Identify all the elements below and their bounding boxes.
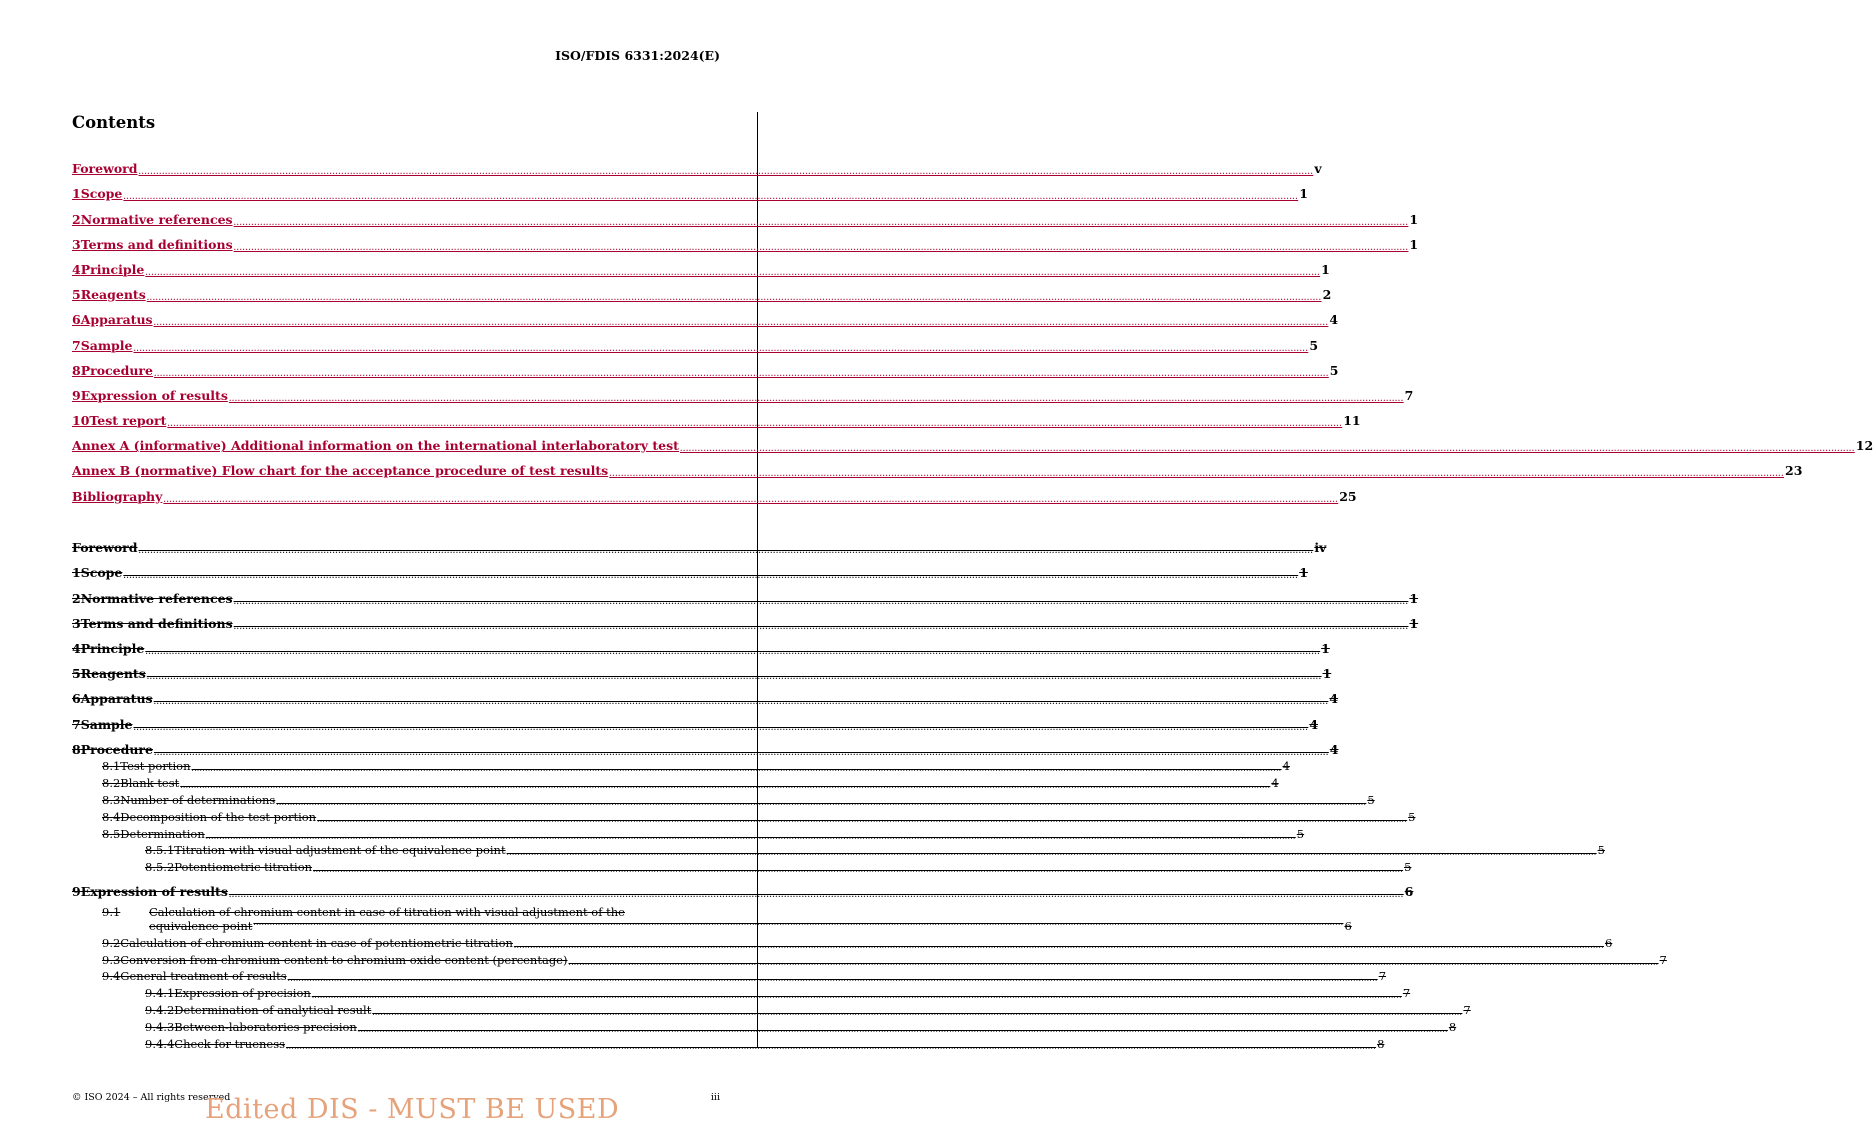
toc-entry[interactable]	[72, 732, 1339, 757]
toc-entry[interactable]	[72, 950, 1667, 967]
toc-entry-title[interactable]: Sample	[80, 716, 133, 732]
toc-entry[interactable]	[72, 201, 1419, 227]
toc-entry-title[interactable]: Between-laboratories precision	[174, 1019, 357, 1034]
toc-entry[interactable]	[72, 453, 1803, 479]
toc-entry-number: 3	[72, 615, 81, 631]
toc-entry-line	[102, 919, 1352, 934]
toc-entry-page: 4	[1329, 741, 1339, 757]
toc-entry-number: 5	[72, 666, 81, 682]
dot-leader: ................................................................................................................................................................................................................................................................................................................................................................................................................	[153, 747, 1329, 757]
toc-entry[interactable]	[72, 967, 1387, 984]
page-number: iii	[710, 1092, 720, 1103]
toc-entry-page: 5	[1296, 826, 1305, 841]
toc-entry-page: 7	[1404, 387, 1414, 403]
toc-entry-page: 7	[1659, 952, 1667, 967]
dot-leader: ................................................................................................................................................................................................................................................................................................................................................................................................................	[679, 444, 1855, 454]
toc-entry-title[interactable]: Blank test	[120, 776, 180, 791]
dot-leader: ................................................................................................................................................................................................................................................................................................................................................................................................................	[163, 494, 1339, 504]
toc-entry-page: 1	[1321, 640, 1330, 656]
toc-entry-number: 5	[72, 287, 81, 303]
dot-leader: ................................................................................................................................................................................................................................................................................................................................................................................................................	[123, 192, 1299, 202]
toc-entry[interactable]	[72, 428, 1873, 454]
toc-entry-page: 6	[1404, 884, 1414, 900]
toc-entry-page: 1	[1409, 590, 1419, 606]
toc-entry[interactable]	[72, 327, 1319, 353]
toc-entry-page: 4	[1329, 691, 1339, 707]
toc-entry-title[interactable]: Conversion from chromium content to chromium oxide content (percentage)	[120, 952, 568, 967]
toc-entry-number: 8.4	[102, 809, 121, 824]
toc-entry-page: 1	[1409, 236, 1419, 252]
toc-entry-title[interactable]: Principle	[80, 640, 145, 656]
toc-entry-page: 5	[1404, 860, 1412, 875]
dot-leader: ................................................................................................................................................................................................................................................................................................................................................................................................................	[506, 849, 1597, 858]
toc-entry-page: 5	[1367, 793, 1375, 808]
dot-leader: ................................................................................................................................................................................................................................................................................................................................................................................................................	[205, 832, 1296, 841]
toc-entry[interactable]	[72, 403, 1361, 429]
toc-entry[interactable]	[72, 353, 1339, 378]
dot-leader: ................................................................................................................................................................................................................................................................................................................................................................................................................	[276, 799, 1367, 808]
toc-entry[interactable]	[72, 631, 1330, 656]
toc-entry-number: 9.2	[102, 935, 121, 950]
toc-entry-title[interactable]: Test portion	[120, 759, 191, 774]
toc-entry-page: 12	[1855, 438, 1873, 454]
toc-entry[interactable]	[72, 227, 1419, 252]
dot-leader: ................................................................................................................................................................................................................................................................................................................................................................................................................	[286, 1042, 1377, 1051]
toc-entry-title[interactable]: Test report	[89, 413, 167, 429]
toc-entry-line	[102, 905, 722, 919]
toc-entry-page: 5	[1329, 362, 1339, 378]
toc-entry-page: 1	[1299, 565, 1308, 581]
toc-entry-number: 8.3	[102, 793, 121, 808]
toc-entry-title[interactable]: Procedure	[80, 741, 153, 757]
toc-entry-number: 8.2	[102, 776, 121, 791]
dot-leader: ................................................................................................................................................................................................................................................................................................................................................................................................................	[167, 419, 1343, 429]
toc-entry-number: 6	[72, 312, 81, 328]
toc-entry-title[interactable]: Foreword	[72, 540, 138, 556]
toc-entry-title[interactable]: Foreword	[72, 161, 138, 177]
toc-entry[interactable]	[72, 824, 1305, 841]
toc-entry-number: 2	[72, 211, 81, 227]
toc-entry-title[interactable]: Determination of analytical result	[174, 1003, 372, 1018]
dot-leader: ................................................................................................................................................................................................................................................................................................................................................................................................................	[311, 992, 1402, 1001]
toc-entry-page: 8	[1377, 1036, 1385, 1051]
toc-entry-number: 9.4.4	[145, 1036, 175, 1051]
toc-entry-number: 8	[72, 362, 81, 378]
toc-entry-title[interactable]: Expression of results	[80, 884, 228, 900]
toc-entry-title[interactable]: Number of determinations	[120, 793, 276, 808]
toc-entry-page: 23	[1785, 463, 1803, 479]
toc-entry[interactable]	[72, 1000, 1471, 1018]
toc-entry[interactable]	[72, 1034, 1385, 1051]
toc-entry[interactable]	[72, 773, 1279, 791]
dot-leader: ................................................................................................................................................................................................................................................................................................................................................................................................................	[253, 919, 1344, 928]
toc-entry-title[interactable]: Normative references	[80, 590, 233, 606]
toc-entry-number: 8	[72, 741, 81, 757]
toc-entry-title-continued[interactable]: equivalence point	[149, 919, 253, 934]
toc-entry-number: 8.1	[102, 759, 121, 774]
toc-entry-title[interactable]: Normative references	[80, 211, 233, 227]
toc-entry-page: 4	[1271, 776, 1279, 791]
toc-entry[interactable]	[72, 757, 1290, 774]
toc-entry-number: 9.4.2	[145, 1003, 175, 1018]
toc-entry-page: 5	[1408, 809, 1416, 824]
toc-entry-number: 3	[72, 236, 81, 252]
toc-entry-title[interactable]: Scope	[80, 565, 123, 581]
toc-entry[interactable]	[72, 1017, 1457, 1034]
toc-entry-page: 2	[1322, 287, 1332, 303]
toc-entry-title[interactable]: Reagents	[80, 666, 146, 682]
toc-entry-title[interactable]: Procedure	[80, 362, 153, 378]
dot-leader: ................................................................................................................................................................................................................................................................................................................................................................................................................	[568, 958, 1659, 967]
toc-entry[interactable]	[72, 841, 1605, 858]
toc-revised	[72, 151, 1873, 504]
toc-entry-title[interactable]: Bibliography	[72, 488, 163, 504]
dot-leader: ................................................................................................................................................................................................................................................................................................................................................................................................................	[146, 672, 1322, 682]
toc-entry[interactable]	[72, 681, 1339, 707]
toc-entry-number: 8.5.1	[145, 843, 175, 858]
toc-entry[interactable]	[72, 277, 1332, 303]
toc-entry-page: 11	[1343, 413, 1361, 429]
toc-entry-number: 4	[72, 640, 81, 656]
dot-leader: ................................................................................................................................................................................................................................................................................................................................................................................................................	[513, 941, 1604, 950]
dot-leader: ................................................................................................................................................................................................................................................................................................................................................................................................................	[228, 890, 1404, 900]
toc-entry-page: 7	[1402, 986, 1411, 1001]
toc-entry-page: v	[1314, 161, 1322, 177]
toc-entry-title[interactable]: Terms and definitions	[80, 236, 233, 252]
toc-entry[interactable]	[72, 857, 1412, 875]
toc-entry-title[interactable]: Principle	[80, 261, 145, 277]
toc-entry-title[interactable]: Calculation of chromium content in case of titration with visual adjustment of the	[149, 905, 625, 920]
toc-entry[interactable]	[72, 530, 1327, 556]
toc-entry[interactable]	[72, 899, 1352, 934]
toc-entry-page: 5	[1309, 337, 1319, 353]
toc-entry-number: 7	[72, 337, 81, 353]
toc-entry[interactable]	[72, 252, 1330, 277]
watermark: Edited DIS - MUST BE USED	[205, 1094, 620, 1125]
toc-entry-title[interactable]: Annex A (informative) Additional information on the international interlaboratory test	[72, 438, 679, 454]
page-title: Contents	[72, 113, 156, 132]
toc-entry-title[interactable]: General treatment of results	[120, 969, 287, 984]
dot-leader: ................................................................................................................................................................................................................................................................................................................................................................................................................	[138, 546, 1314, 556]
toc-entry[interactable]	[72, 656, 1332, 682]
toc-entry-page: 4	[1309, 716, 1319, 732]
dot-leader: ................................................................................................................................................................................................................................................................................................................................................................................................................	[233, 621, 1409, 631]
toc-entry-page: 8	[1448, 1019, 1457, 1034]
dot-leader: ................................................................................................................................................................................................................................................................................................................................................................................................................	[233, 242, 1409, 252]
toc-entry-title[interactable]: Expression of results	[80, 387, 228, 403]
copyright-notice: © ISO 2024 – All rights reserved	[72, 1092, 231, 1103]
dot-leader: ................................................................................................................................................................................................................................................................................................................................................................................................................	[233, 217, 1409, 227]
dot-leader: ................................................................................................................................................................................................................................................................................................................................................................................................................	[153, 318, 1329, 328]
toc-entry[interactable]	[72, 151, 1322, 177]
toc-entry[interactable]	[72, 807, 1416, 824]
toc-entry-title[interactable]: Check for trueness	[174, 1036, 286, 1051]
toc-entry[interactable]	[72, 606, 1419, 631]
toc-entry-title[interactable]: Expression of precision	[174, 986, 311, 1001]
toc-entry-page: 1	[1321, 261, 1330, 277]
toc-entry[interactable]	[72, 580, 1419, 606]
toc-entry-number: 9.4	[102, 969, 121, 984]
toc-entry[interactable]	[72, 555, 1308, 581]
toc-entry-title[interactable]: Potentiometric titration	[174, 860, 313, 875]
dot-leader: ................................................................................................................................................................................................................................................................................................................................................................................................................	[145, 646, 1321, 656]
toc-entry-number: 9	[72, 387, 81, 403]
toc-entry-title[interactable]: Apparatus	[80, 691, 153, 707]
toc-entry-page: 1	[1299, 186, 1308, 202]
toc-entry-number: 1	[72, 565, 81, 581]
toc-entry-page: 6	[1604, 935, 1613, 950]
dot-leader: ................................................................................................................................................................................................................................................................................................................................................................................................................	[313, 866, 1404, 875]
toc-entry-number: 6	[72, 691, 81, 707]
dot-leader: ................................................................................................................................................................................................................................................................................................................................................................................................................	[372, 1009, 1463, 1018]
toc-entry-number: 9.4.3	[145, 1019, 175, 1034]
dot-leader: ................................................................................................................................................................................................................................................................................................................................................................................................................	[123, 571, 1299, 581]
dot-leader: ................................................................................................................................................................................................................................................................................................................................................................................................................	[133, 722, 1309, 732]
toc-entry-title[interactable]: Determination	[120, 826, 205, 841]
toc-entry-title[interactable]: Scope	[80, 186, 123, 202]
dot-leader: ................................................................................................................................................................................................................................................................................................................................................................................................................	[153, 368, 1329, 378]
toc-entry-title[interactable]: Annex B (normative) Flow chart for the acceptance procedure of test results	[72, 463, 609, 479]
toc-entry[interactable]	[72, 302, 1339, 328]
dot-leader: ................................................................................................................................................................................................................................................................................................................................................................................................................	[233, 596, 1409, 606]
toc-entry-number: 8.5	[102, 826, 121, 841]
toc-entry-number: 10	[72, 413, 90, 429]
toc-entry[interactable]	[72, 983, 1411, 1001]
toc-entry-page: 6	[1344, 919, 1352, 934]
toc-entry-page: 1	[1409, 211, 1419, 227]
toc-entry-page: 7	[1378, 969, 1387, 984]
toc-entry-page: 7	[1463, 1003, 1471, 1018]
dot-leader: ................................................................................................................................................................................................................................................................................................................................................................................................................	[317, 815, 1408, 824]
toc-entry-page: 4	[1329, 312, 1339, 328]
toc-entry[interactable]	[72, 933, 1613, 950]
dot-leader: ................................................................................................................................................................................................................................................................................................................................................................................................................	[180, 782, 1271, 791]
toc-entry-title[interactable]: Reagents	[80, 287, 146, 303]
toc-entry[interactable]	[72, 874, 1414, 900]
toc-entry-page: 1	[1322, 666, 1332, 682]
toc-entry-number: 9.4.1	[145, 986, 175, 1001]
toc-entry-title[interactable]: Decomposition of the test portion	[120, 809, 317, 824]
toc-entry[interactable]	[72, 790, 1375, 808]
dot-leader: ................................................................................................................................................................................................................................................................................................................................................................................................................	[138, 167, 1314, 177]
dot-leader: ................................................................................................................................................................................................................................................................................................................................................................................................................	[609, 469, 1785, 479]
toc-entry-number: 9	[72, 884, 81, 900]
toc-entry-number: 9.1	[102, 905, 121, 920]
toc-deleted	[72, 530, 1667, 1051]
dot-leader: ................................................................................................................................................................................................................................................................................................................................................................................................................	[146, 293, 1322, 303]
toc-entry-title[interactable]: Apparatus	[80, 312, 153, 328]
dot-leader: ................................................................................................................................................................................................................................................................................................................................................................................................................	[228, 393, 1404, 403]
toc-entry[interactable]	[72, 478, 1357, 504]
toc-entry-number: 4	[72, 261, 81, 277]
toc-entry-number: 7	[72, 716, 81, 732]
toc-entry-page: iv	[1314, 540, 1327, 556]
toc-entry[interactable]	[72, 378, 1414, 403]
dot-leader: ................................................................................................................................................................................................................................................................................................................................................................................................................	[145, 267, 1321, 277]
dot-leader: ................................................................................................................................................................................................................................................................................................................................................................................................................	[153, 697, 1329, 707]
toc-entry-number: 9.3	[102, 952, 121, 967]
dot-leader: ................................................................................................................................................................................................................................................................................................................................................................................................................	[191, 765, 1282, 774]
toc-entry-title[interactable]: Sample	[80, 337, 133, 353]
toc-entry-title[interactable]: Titration with visual adjustment of the equivalence point	[174, 843, 506, 858]
toc-entry-title[interactable]: Calculation of chromium content in case of potentiometric titration	[120, 935, 513, 950]
toc-entry[interactable]	[72, 706, 1319, 732]
toc-entry-page: 4	[1282, 759, 1290, 774]
toc-entry-number: 2	[72, 590, 81, 606]
toc-entry-title[interactable]: Terms and definitions	[80, 615, 233, 631]
dot-leader: ................................................................................................................................................................................................................................................................................................................................................................................................................	[287, 975, 1378, 984]
toc-entry-page: 25	[1339, 488, 1357, 504]
toc-entry[interactable]	[72, 176, 1308, 202]
toc-entry-number: 8.5.2	[145, 860, 175, 875]
dot-leader: ................................................................................................................................................................................................................................................................................................................................................................................................................	[357, 1025, 1448, 1034]
dot-leader: ................................................................................................................................................................................................................................................................................................................................................................................................................	[133, 343, 1309, 353]
toc-entry-page: 1	[1409, 615, 1419, 631]
toc-entry-number: 1	[72, 186, 81, 202]
toc-entry-page: 5	[1597, 843, 1605, 858]
document-code: ISO/FDIS 6331:2024(E)	[555, 48, 720, 63]
